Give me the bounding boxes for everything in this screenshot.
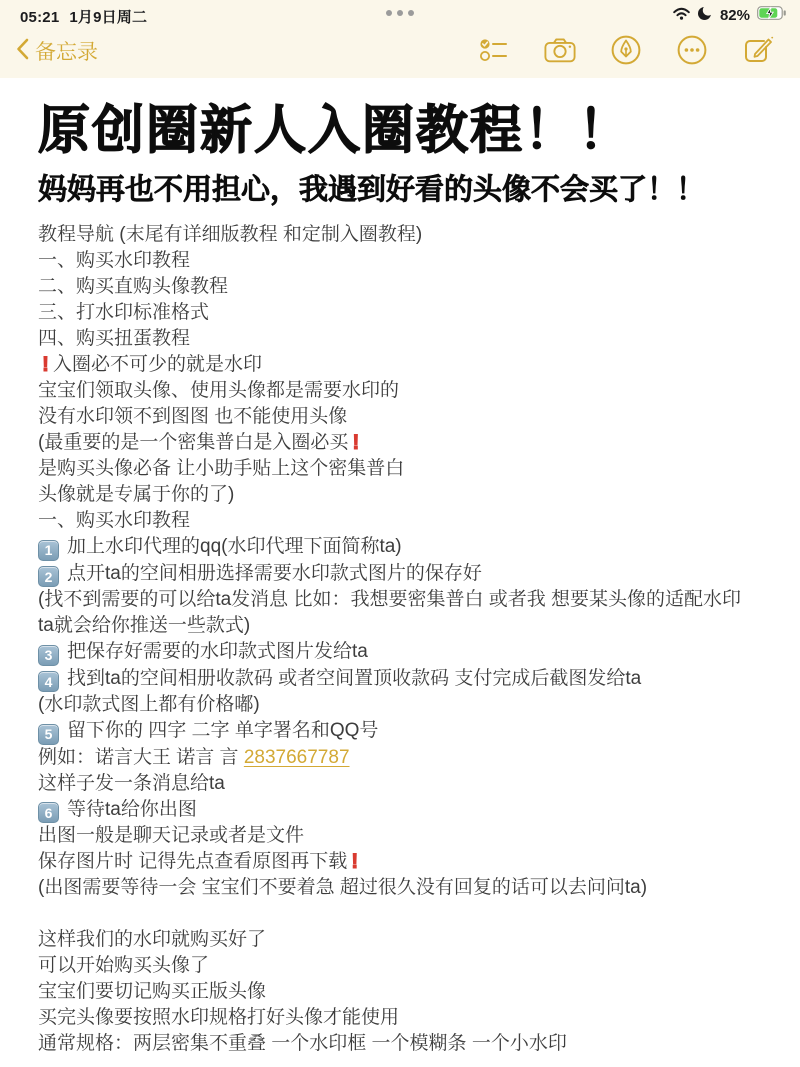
note-lines — [38, 222, 772, 1057]
note-line — [38, 430, 772, 456]
keycap-1-icon: 1 — [38, 540, 59, 561]
note-line — [38, 666, 772, 693]
note-line — [38, 587, 772, 613]
red-exclamation-icon: ! — [42, 353, 49, 376]
note-line-text: (找不到需要的可以给ta发消息 比如：我想要密集普白 或者我 想要某头像的适配水印 — [38, 589, 742, 610]
note-line-text: (最重要的是一个密集普白是入圈必买 — [38, 432, 349, 453]
note-line — [38, 639, 772, 666]
note-line — [38, 378, 772, 404]
keycap-6-icon: 6 — [38, 802, 59, 823]
moon-icon — [697, 5, 713, 26]
note-line-text: (出图需要等待一会 宝宝们不要着急 超过很久没有回复的话可以去问问ta) — [38, 877, 648, 898]
note-line-text: ta就会给你推送一些款式) — [38, 615, 251, 636]
status-time-date — [20, 6, 147, 27]
chevron-left-icon — [16, 38, 29, 65]
note-line-text: (水印款式图上都有价格嘟) — [38, 694, 260, 715]
note-line — [38, 979, 772, 1005]
note-line — [38, 482, 772, 508]
note-line — [38, 534, 772, 561]
note-line-text: 教程导航 (末尾有详细版教程 和定制入圈教程) — [38, 224, 423, 245]
note-line — [38, 404, 772, 430]
note-title: 原创圈新人入圈教程！！ — [38, 102, 633, 160]
note-line — [38, 248, 772, 274]
wifi-icon — [673, 7, 690, 25]
note-line — [38, 927, 772, 953]
keycap-3-icon: 3 — [38, 645, 59, 666]
note-line-text: 三、打水印标准格式 — [38, 302, 210, 323]
note-line — [38, 326, 772, 352]
note-line-text: 例如：诺言大王 诺言 言 — [38, 746, 244, 768]
note-line — [38, 875, 772, 901]
status-indicators — [673, 5, 786, 26]
note-content[interactable] — [0, 78, 800, 1057]
battery-charging-icon — [757, 6, 786, 25]
note-line-text: 找到ta的空间相册收款码 或者空间置顶收款码 支付完成后截图发给ta — [67, 667, 642, 689]
note-line-text: 一、购买水印教程 — [38, 250, 191, 271]
nav-bar — [0, 28, 800, 72]
note-line-text: 保存图片时 记得先点查看原图再下载 — [38, 851, 348, 872]
note-line — [38, 718, 772, 745]
note-line-text: 可以开始购买头像了 — [38, 955, 210, 976]
status-date: 1月9日周二 — [69, 9, 148, 26]
more-icon[interactable] — [676, 34, 708, 66]
back-label: 备忘录 — [35, 41, 98, 64]
note-line-text: 是购买头像必备 让小助手贴上这个密集普白 — [38, 458, 405, 479]
note-line — [38, 352, 772, 378]
nav-toolbar — [478, 34, 774, 66]
qq-number-link[interactable]: 2837667787 — [243, 746, 350, 768]
checklist-icon[interactable] — [478, 34, 510, 66]
markup-icon[interactable] — [610, 34, 642, 66]
note-line — [38, 274, 772, 300]
note-line — [38, 613, 772, 639]
note-line — [38, 953, 772, 979]
note-line — [38, 222, 772, 248]
note-line — [38, 771, 772, 797]
note-line-text: 这样子发一条消息给ta — [38, 772, 225, 794]
note-line-text: 把保存好需要的水印款式图片发给ta — [67, 641, 368, 662]
note-line-text: 留下你的 四字 二字 单字署名和QQ号 — [67, 720, 379, 741]
note-line-text: 点开ta的空间相册选择需要水印款式图片的保存好 — [67, 562, 482, 584]
note-line-text: 出图一般是聊天记录或者是文件 — [38, 825, 305, 846]
note-line-text: 没有水印领不到图图 也不能使用头像 — [38, 406, 348, 427]
note-line-text: 头像就是专属于你的了) — [38, 484, 235, 505]
compose-icon[interactable] — [742, 34, 774, 66]
note-line-text: 入圈必不可少的就是水印 — [53, 354, 263, 375]
note-line-text: 四、购买扭蛋教程 — [38, 328, 191, 349]
battery-percent: 82% — [719, 7, 750, 24]
keycap-5-icon: 5 — [38, 724, 59, 745]
red-exclamation-icon: ! — [351, 850, 359, 873]
status-time: 05:21 — [20, 9, 60, 26]
note-line-text: 宝宝们领取头像、使用头像都是需要水印的 — [38, 380, 400, 401]
note-line — [38, 1005, 772, 1031]
keycap-4-icon: 4 — [38, 671, 59, 692]
note-line-text: 这样我们的水印就购买好了 — [38, 929, 267, 950]
note-line — [38, 849, 772, 875]
note-line — [38, 797, 772, 824]
note-line-text: 一、购买水印教程 — [38, 510, 191, 531]
note-line-text: 等待ta给你出图 — [67, 798, 197, 820]
app-header — [0, 0, 800, 78]
note-line-text: 加上水印代理的qq(水印代理下面简称ta) — [67, 536, 402, 557]
camera-icon[interactable] — [544, 34, 576, 66]
multitask-dots-icon[interactable] — [386, 10, 414, 16]
note-line-text: 通常规格：两层密集不重叠 一个水印框 一个模糊条 一个小水印 — [38, 1033, 567, 1054]
status-bar — [0, 4, 800, 26]
note-line — [38, 456, 772, 482]
note-line — [38, 508, 772, 534]
back-button[interactable] — [16, 36, 98, 66]
note-blank-line — [38, 901, 772, 927]
note-line — [38, 823, 772, 849]
note-line — [38, 561, 772, 588]
note-line-text: 买完头像要按照水印规格打好头像才能使用 — [38, 1007, 400, 1028]
note-subtitle: 妈妈再也不用担心，我遇到好看的头像不会买了！！ — [38, 174, 706, 206]
note-line — [38, 300, 772, 326]
note-line — [38, 745, 772, 771]
note-line — [38, 1031, 772, 1057]
red-exclamation-icon: ! — [352, 431, 360, 454]
note-line-text: 宝宝们要切记购买正版头像 — [38, 981, 267, 1002]
note-line-text: 二、购买直购头像教程 — [38, 276, 229, 297]
note-line — [38, 692, 772, 718]
keycap-2-icon: 2 — [38, 566, 59, 587]
